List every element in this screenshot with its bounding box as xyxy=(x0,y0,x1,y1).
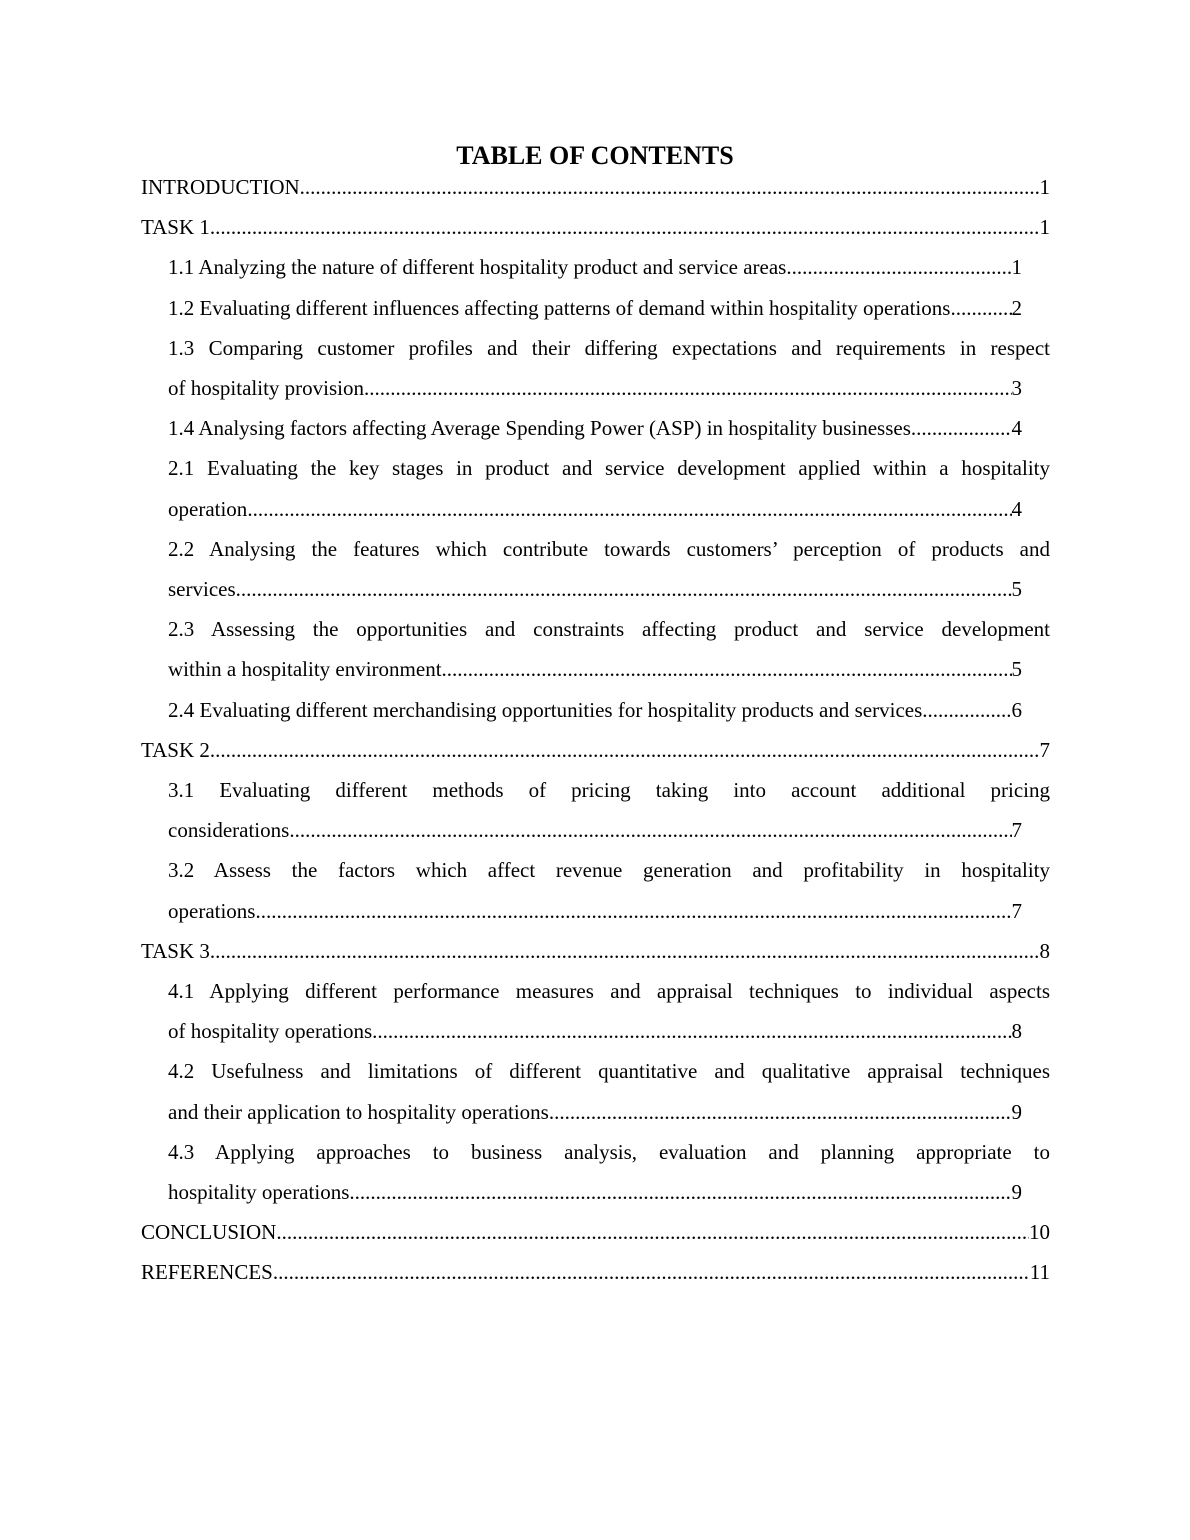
toc-entry[interactable] xyxy=(141,730,1050,770)
toc-page-number: 9 xyxy=(1011,1099,1022,1124)
toc-entry[interactable] xyxy=(141,1132,1050,1212)
toc-entry-title: of hospitality provision xyxy=(168,376,364,401)
toc-entry-line xyxy=(168,288,1050,328)
toc-page-number: 3 xyxy=(1011,376,1022,401)
toc-entry-title: INTRODUCTION xyxy=(141,175,300,199)
toc-entry[interactable] xyxy=(141,850,1050,930)
toc-page-number: 9 xyxy=(1011,1180,1022,1205)
toc-page-number: 7 xyxy=(1011,818,1022,843)
toc-page-number: 1 xyxy=(1039,175,1050,199)
dot-leader xyxy=(922,690,1011,730)
toc-entry-line xyxy=(168,569,1050,609)
dot-leader xyxy=(276,1212,1029,1252)
dot-leader xyxy=(236,569,1012,609)
toc-entry[interactable] xyxy=(141,609,1050,689)
toc-entry[interactable] xyxy=(141,288,1050,328)
toc-entry-title-line: 3.2 Assess the factors which affect revenue generation and profitability in hospitality xyxy=(168,858,1050,883)
toc-page-number: 2 xyxy=(1011,295,1022,320)
dot-leader xyxy=(549,1092,1012,1132)
toc-page-number: 5 xyxy=(1011,577,1022,602)
dot-leader xyxy=(273,1252,1030,1292)
toc-page-number: 1 xyxy=(1039,215,1050,240)
toc-entry-title: of hospitality operations xyxy=(168,1019,373,1044)
toc-entry-title: TASK 2 xyxy=(141,737,210,762)
toc-page-number: 4 xyxy=(1011,496,1022,521)
toc-entry-title-line: 4.1 Applying different performance measures and appraisal techniques to individual aspects xyxy=(168,979,1050,1004)
toc-page-number: 7 xyxy=(1039,737,1050,762)
dot-leader xyxy=(442,649,1012,689)
dot-leader xyxy=(210,931,1040,971)
toc-entry[interactable] xyxy=(141,207,1050,247)
toc-entry-line xyxy=(168,649,1050,689)
toc-page-number: 1 xyxy=(1011,255,1022,280)
dot-leader xyxy=(255,891,1011,931)
toc-entry-title: REFERENCES xyxy=(141,1260,273,1285)
dot-leader xyxy=(289,810,1011,850)
dot-leader xyxy=(916,408,1011,448)
dot-leader xyxy=(372,1011,1011,1051)
toc-entry[interactable] xyxy=(141,931,1050,971)
toc-entry[interactable] xyxy=(141,529,1050,609)
dot-leader xyxy=(210,730,1040,770)
dot-leader xyxy=(210,207,1040,247)
toc-entry-title: within a hospitality environment xyxy=(168,657,442,682)
toc-entry[interactable] xyxy=(141,1252,1050,1292)
toc-entry-title: 2.4 Evaluating different merchandising opportunities for hospitality products and services xyxy=(168,697,923,722)
table-of-contents xyxy=(141,167,1050,1293)
toc-entry-line xyxy=(141,730,1050,770)
toc-entry-title: TASK 1 xyxy=(141,215,210,240)
toc-entry-title: hospitality operations xyxy=(168,1180,350,1205)
toc-entry-line xyxy=(141,931,1050,971)
dot-leader xyxy=(950,288,1011,328)
toc-entry[interactable] xyxy=(141,1212,1050,1252)
dot-leader xyxy=(364,368,1012,408)
dot-leader xyxy=(247,489,1011,529)
toc-entry-title-line: 2.2 Analysing the features which contribute towards customers’ perception of products and xyxy=(168,536,1050,561)
toc-entry[interactable] xyxy=(141,971,1050,1051)
toc-entry-line xyxy=(168,247,1050,287)
toc-entry-line xyxy=(168,1172,1050,1212)
toc-entry-title: operations xyxy=(168,898,256,923)
toc-page-number: 11 xyxy=(1029,1260,1050,1285)
toc-entry-line xyxy=(168,891,1050,931)
toc-page-number: 8 xyxy=(1011,1019,1022,1044)
toc-entry-line xyxy=(141,1252,1050,1292)
toc-page-number: 10 xyxy=(1029,1220,1050,1245)
toc-entry-line xyxy=(168,1092,1050,1132)
toc-page-number: 7 xyxy=(1011,898,1022,923)
toc-entry-title: services xyxy=(168,577,236,602)
toc-entry-title-line: 1.3 Comparing customer profiles and their differing expectations and requirements in respect xyxy=(168,335,1050,360)
toc-entry-title-line: 2.3 Assessing the opportunities and constraints affecting product and service development xyxy=(168,617,1050,642)
toc-entry-title: 1.4 Analysing factors affecting Average Spending Power (ASP) in hospitality businesses. xyxy=(168,416,917,441)
toc-page-number: 6 xyxy=(1011,697,1022,722)
toc-entry-line xyxy=(168,1011,1050,1051)
toc-entry[interactable] xyxy=(141,690,1050,730)
toc-entry-line xyxy=(141,1212,1050,1252)
toc-entry-line xyxy=(141,207,1050,247)
toc-entry-title-line: 4.3 Applying approaches to business analysis, evaluation and planning appropriate to xyxy=(168,1139,1050,1164)
toc-entry-title: operation xyxy=(168,496,248,521)
dot-leader xyxy=(349,1172,1011,1212)
toc-entry-title-line: 4.2 Usefulness and limitations of different quantitative and qualitative appraisal techniques xyxy=(168,1059,1050,1084)
toc-entry-title: 1.2 Evaluating different influences affecting patterns of demand within hospitality operations xyxy=(168,295,951,320)
toc-entry-title: and their application to hospitality operations xyxy=(168,1099,549,1124)
toc-entry-line xyxy=(168,489,1050,529)
toc-entry[interactable] xyxy=(141,167,1050,207)
toc-entry-title-line: 3.1 Evaluating different methods of pricing taking into account additional pricing xyxy=(168,778,1050,803)
toc-entry-line xyxy=(168,368,1050,408)
toc-entry-line xyxy=(168,810,1050,850)
toc-entry-title: 1.1 Analyzing the nature of different hospitality product and service areas xyxy=(168,255,787,280)
toc-entry[interactable] xyxy=(141,408,1050,448)
toc-entry-title: CONCLUSION xyxy=(141,1220,277,1245)
toc-entry[interactable] xyxy=(141,1051,1050,1131)
toc-page-number: 5 xyxy=(1011,657,1022,682)
toc-entry-line xyxy=(168,690,1050,730)
toc-page-number: 4 xyxy=(1011,416,1022,441)
toc-page-number: 8 xyxy=(1039,938,1050,963)
toc-entry[interactable] xyxy=(141,328,1050,408)
dot-leader xyxy=(300,167,1040,207)
toc-entry[interactable] xyxy=(141,448,1050,528)
toc-entry-title: TASK 3 xyxy=(141,938,210,963)
toc-entry-title: considerations xyxy=(168,818,290,843)
toc-entry-line xyxy=(141,167,1050,207)
toc-entry[interactable] xyxy=(141,247,1050,287)
toc-entry-title-line: 2.1 Evaluating the key stages in product and service development applied within a hospitality xyxy=(168,456,1050,481)
dot-leader xyxy=(786,247,1011,287)
toc-entry[interactable] xyxy=(141,770,1050,850)
toc-title: TABLE OF CONTENTS xyxy=(456,141,734,170)
toc-entry-line xyxy=(168,408,1050,448)
